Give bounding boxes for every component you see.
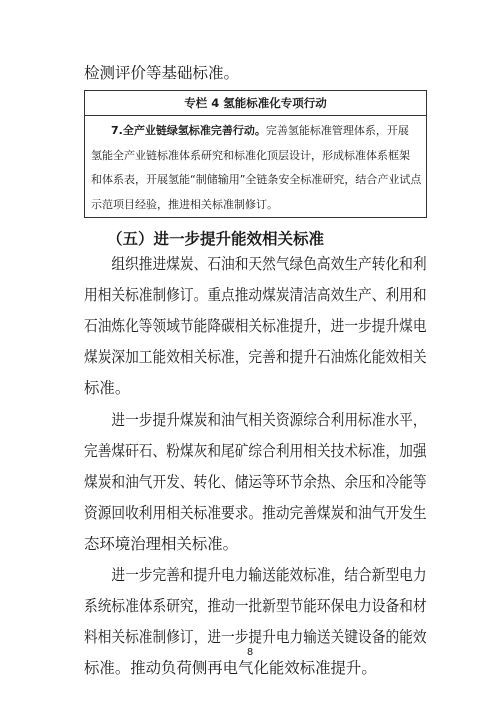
paragraph-line: 组织推进煤炭、石油和天然气绿色高效生产转化和利 — [111, 255, 427, 273]
paragraph-line: 进一步完善和提升电力输送能效标准，结合新型电力 — [111, 566, 427, 584]
paragraph-line: 煤炭和油气开发、转化、储运等环节余热、余压和冷能等 — [84, 473, 427, 491]
paragraph-line: 用相关标准制修订。重点推动煤炭清洁高效生产、利用和 — [84, 286, 427, 304]
paragraph-3 — [84, 560, 429, 684]
paragraph-line: 料相关标准制修订，进一步提升电力输送关键设备的能效 — [84, 628, 427, 646]
box-title: 专栏 4 氢能标准化专项行动 — [85, 91, 426, 116]
box-line: 氢能全产业链标准体系研究和标准化顶层设计，形成标准体系框架 — [91, 148, 410, 162]
section-heading: （五）进一步提升能效相关标准 — [107, 230, 325, 248]
box-line: 示范项目经验，推进相关标准制修订。 — [91, 197, 278, 211]
paragraph-line: 态环境治理相关标准。 — [84, 535, 239, 553]
paragraph-line: 标准。 — [84, 379, 131, 397]
box-lead: 7.全产业链绿氢标准完善行动。 — [111, 124, 266, 137]
box-body — [85, 116, 426, 217]
paragraph-line: 系统标准体系研究，推动一批新型节能环保电力设备和材 — [84, 597, 427, 615]
special-column-box — [84, 90, 427, 218]
box-line-text: 完善氢能标准管理体系，开展 — [265, 124, 409, 137]
paragraph-1 — [84, 249, 429, 404]
paragraph-2 — [84, 405, 429, 560]
paragraph-line: 石油炼化等领域节能降碳相关标准提升，进一步提升煤电 — [84, 317, 427, 335]
paragraph-line: 标准。推动负荷侧再电气化能效标准提升。 — [84, 659, 377, 677]
intro-line: 检测评价等基础标准。 — [84, 64, 240, 82]
box-line: 和体系表，开展氢能“制储输用”全链条安全标准研究，结合产业试点 — [91, 173, 422, 186]
paragraph-line: 煤炭深加工能效相关标准，完善和提升石油炼化能效相关 — [84, 348, 427, 366]
paragraph-line: 资源回收利用相关标准要求。推动完善煤炭和油气开发生 — [84, 504, 427, 522]
page-number: 8 — [246, 647, 254, 658]
paragraph-line: 完善煤矸石、粉煤灰和尾矿综合利用相关技术标准，加强 — [84, 442, 427, 460]
box-line — [91, 119, 418, 144]
paragraph-line: 进一步提升煤炭和油气相关资源综合利用标准水平， — [111, 411, 427, 429]
